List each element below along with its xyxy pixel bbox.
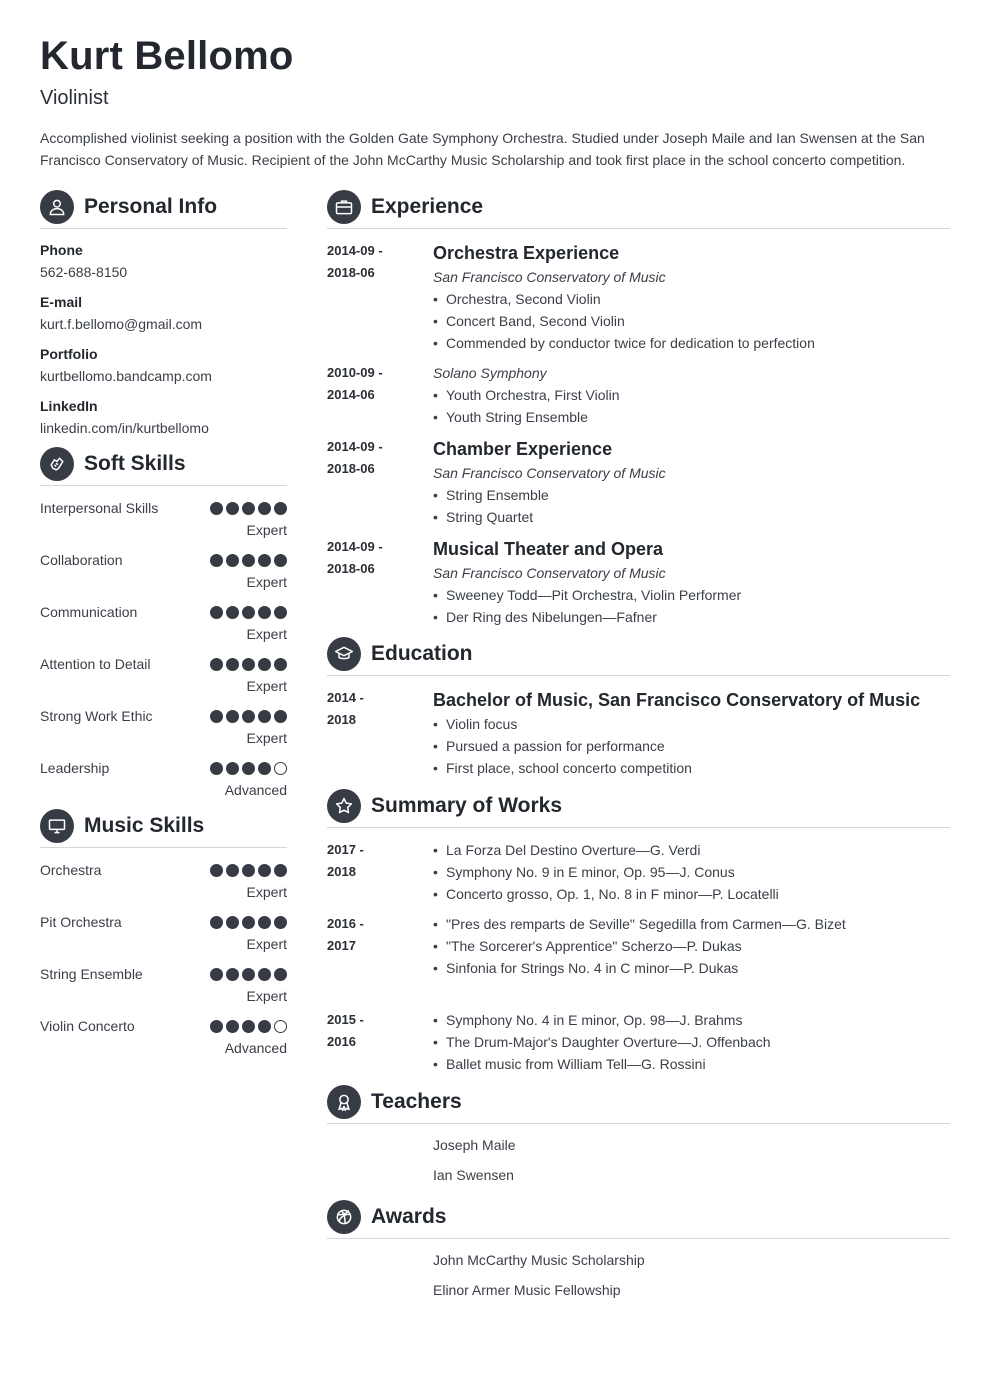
award-ribbon-icon bbox=[327, 1085, 361, 1119]
works-heading: Summary of Works bbox=[371, 794, 562, 817]
rating-dot-filled bbox=[226, 864, 239, 877]
personal-info-section bbox=[40, 190, 287, 439]
skill-rating bbox=[210, 762, 287, 775]
list-item: • Ballet music from William Tell—G. Rossini bbox=[433, 1053, 950, 1075]
rating-dot-filled bbox=[242, 658, 255, 671]
rating-dot-filled bbox=[210, 658, 223, 671]
list-item: • Symphony No. 9 in E minor, Op. 95—J. Conus bbox=[433, 861, 950, 883]
ball-icon bbox=[327, 1200, 361, 1234]
rating-dot-filled bbox=[242, 710, 255, 723]
skill-row bbox=[40, 549, 287, 601]
entry-date: 2014 - 2018 bbox=[327, 690, 364, 727]
candidate-name: Kurt Bellomo bbox=[40, 34, 294, 78]
rating-dot-empty bbox=[274, 1020, 287, 1033]
rating-dot-filled bbox=[242, 968, 255, 981]
personal-info-heading: Personal Info bbox=[84, 195, 218, 218]
list-item: • Orchestra, Second Violin bbox=[433, 288, 950, 310]
awards-heading: Awards bbox=[371, 1205, 447, 1228]
entry-title: Musical Theater and Opera bbox=[433, 539, 664, 559]
rating-dot-filled bbox=[242, 762, 255, 775]
portfolio-label: Portfolio bbox=[40, 346, 98, 362]
skill-rating bbox=[210, 710, 287, 723]
rating-dot-filled bbox=[258, 916, 271, 929]
list-item: • Sweeney Todd—Pit Orchestra, Violin Performer bbox=[433, 584, 950, 606]
skill-name: String Ensemble bbox=[40, 966, 143, 982]
rating-dot-filled bbox=[258, 762, 271, 775]
education-heading: Education bbox=[371, 642, 473, 665]
skill-level: Expert bbox=[246, 678, 287, 694]
list-item: • Pursued a passion for performance bbox=[433, 735, 950, 757]
rating-dot-filled bbox=[274, 864, 287, 877]
skill-row bbox=[40, 757, 287, 809]
portfolio-link[interactable]: kurtbellomo.bandcamp.com bbox=[40, 368, 212, 384]
skill-name: Interpersonal Skills bbox=[40, 500, 159, 516]
skill-level: Expert bbox=[246, 988, 287, 1004]
rating-dot-filled bbox=[274, 606, 287, 619]
rating-dot-filled bbox=[258, 502, 271, 515]
rating-dot-filled bbox=[242, 502, 255, 515]
rating-dot-filled bbox=[258, 968, 271, 981]
section-divider bbox=[327, 675, 950, 676]
teachers-section bbox=[327, 1085, 950, 1186]
list-item: • Symphony No. 4 in E minor, Op. 98—J. Brahms bbox=[433, 1009, 950, 1031]
entry-organization: Solano Symphony bbox=[433, 365, 547, 381]
rating-dot-filled bbox=[226, 658, 239, 671]
works-entry bbox=[327, 1009, 950, 1075]
rating-dot-filled bbox=[226, 606, 239, 619]
entry-title: Bachelor of Music, San Francisco Conservatory of Music bbox=[433, 690, 921, 710]
rating-dot-filled bbox=[274, 710, 287, 723]
skill-name: Leadership bbox=[40, 760, 110, 776]
skill-name: Communication bbox=[40, 604, 138, 620]
rating-dot-filled bbox=[226, 916, 239, 929]
skill-rating bbox=[210, 502, 287, 515]
skill-level: Advanced bbox=[224, 782, 287, 798]
right-column bbox=[327, 190, 950, 1301]
rating-dot-filled bbox=[210, 1020, 223, 1033]
rating-dot-filled bbox=[242, 864, 255, 877]
skill-name: Violin Concerto bbox=[40, 1018, 135, 1034]
experience-section bbox=[327, 190, 950, 628]
award-item: John McCarthy Music Scholarship bbox=[433, 1252, 645, 1268]
rating-dot-filled bbox=[242, 916, 255, 929]
experience-heading: Experience bbox=[371, 195, 484, 218]
teacher-name: Ian Swensen bbox=[433, 1167, 514, 1183]
education-section bbox=[327, 637, 950, 779]
entry-date: 2016 - 2017 bbox=[327, 916, 364, 953]
rating-dot-filled bbox=[210, 864, 223, 877]
star-icon bbox=[327, 789, 361, 823]
rating-dot-filled bbox=[258, 554, 271, 567]
experience-entry bbox=[327, 436, 950, 528]
rating-dot-filled bbox=[258, 606, 271, 619]
works-section bbox=[327, 789, 950, 1075]
skill-rating bbox=[210, 1020, 287, 1033]
education-entry bbox=[327, 687, 950, 779]
rating-dot-filled bbox=[226, 502, 239, 515]
rating-dot-filled bbox=[226, 762, 239, 775]
section-divider bbox=[327, 228, 950, 229]
list-item: • String Ensemble bbox=[433, 484, 950, 506]
skill-rating bbox=[210, 968, 287, 981]
handshake-icon bbox=[40, 447, 74, 481]
award-item: Elinor Armer Music Fellowship bbox=[433, 1282, 621, 1298]
phone-label: Phone bbox=[40, 242, 83, 258]
works-entry bbox=[327, 913, 950, 979]
section-divider bbox=[40, 847, 287, 848]
entry-bullets bbox=[433, 839, 950, 905]
rating-dot-filled bbox=[274, 968, 287, 981]
section-divider bbox=[327, 1123, 950, 1124]
section-divider bbox=[327, 1238, 950, 1239]
list-item: • La Forza Del Destino Overture—G. Verdi bbox=[433, 839, 950, 861]
rating-dot-filled bbox=[274, 554, 287, 567]
job-title: Violinist bbox=[40, 87, 109, 109]
rating-dot-filled bbox=[258, 658, 271, 671]
skill-row bbox=[40, 1015, 287, 1067]
skill-row bbox=[40, 705, 287, 757]
skill-rating bbox=[210, 658, 287, 671]
experience-entry bbox=[327, 536, 950, 628]
email-value[interactable]: kurt.f.bellomo@gmail.com bbox=[40, 316, 203, 332]
entry-date: 2010-09 - 2014-06 bbox=[327, 365, 383, 402]
skill-name: Pit Orchestra bbox=[40, 914, 122, 930]
entry-date: 2017 - 2018 bbox=[327, 842, 364, 879]
rating-dot-filled bbox=[226, 554, 239, 567]
experience-entry bbox=[327, 240, 950, 354]
user-icon bbox=[40, 190, 74, 224]
rating-dot-filled bbox=[258, 710, 271, 723]
entry-date: 2014-09 - 2018-06 bbox=[327, 439, 383, 476]
linkedin-link[interactable]: linkedin.com/in/kurtbellomo bbox=[40, 420, 209, 436]
skill-rating bbox=[210, 864, 287, 877]
graduation-cap-icon bbox=[327, 637, 361, 671]
skill-level: Expert bbox=[246, 730, 287, 746]
soft-skills-heading: Soft Skills bbox=[84, 452, 186, 475]
rating-dot-filled bbox=[226, 710, 239, 723]
entry-title: Orchestra Experience bbox=[433, 243, 620, 263]
list-item: • Concerto grosso, Op. 1, No. 8 in F minor—P. Locatelli bbox=[433, 883, 950, 905]
list-item: • Commended by conductor twice for dedication to perfection bbox=[433, 332, 950, 354]
skill-level: Advanced bbox=[224, 1040, 287, 1056]
list-item: • Der Ring des Nibelungen—Fafner bbox=[433, 606, 950, 628]
rating-dot-filled bbox=[274, 502, 287, 515]
profile-summary: Accomplished violinist seeking a position with the Golden Gate Symphony Orchestra. Studied under Joseph Maile and Ian Swensen at the San Francisco Conservatory of Music. Recipient of the John McCarthy Music Scholarship and took first place in the school concerto competition. bbox=[40, 130, 925, 168]
list-item: • Violin focus bbox=[433, 713, 950, 735]
skill-row bbox=[40, 859, 287, 911]
skill-row bbox=[40, 601, 287, 653]
email-label: E-mail bbox=[40, 294, 83, 310]
skill-rating bbox=[210, 554, 287, 567]
rating-dot-filled bbox=[242, 606, 255, 619]
skill-rating bbox=[210, 916, 287, 929]
skill-row bbox=[40, 653, 287, 705]
rating-dot-filled bbox=[274, 916, 287, 929]
skill-row bbox=[40, 963, 287, 1015]
skill-row bbox=[40, 497, 287, 549]
monitor-icon bbox=[40, 809, 74, 843]
entry-bullets bbox=[433, 484, 950, 528]
rating-dot-empty bbox=[274, 762, 287, 775]
rating-dot-filled bbox=[210, 710, 223, 723]
music-skills-heading: Music Skills bbox=[84, 814, 205, 837]
list-item: • String Quartet bbox=[433, 506, 950, 528]
section-divider bbox=[327, 827, 950, 828]
rating-dot-filled bbox=[242, 1020, 255, 1033]
entry-organization: San Francisco Conservatory of Music bbox=[433, 465, 666, 481]
skill-rating bbox=[210, 606, 287, 619]
entry-date: 2014-09 - 2018-06 bbox=[327, 243, 383, 280]
rating-dot-filled bbox=[210, 968, 223, 981]
awards-section bbox=[327, 1200, 950, 1301]
rating-dot-filled bbox=[210, 916, 223, 929]
skill-level: Expert bbox=[246, 936, 287, 952]
list-item: • "Pres des remparts de Seville" Segedilla from Carmen—G. Bizet bbox=[433, 913, 950, 935]
skill-level: Expert bbox=[246, 522, 287, 538]
entry-bullets bbox=[433, 384, 950, 428]
list-item: • First place, school concerto competition bbox=[433, 757, 950, 779]
entry-title: Chamber Experience bbox=[433, 439, 613, 459]
list-item: • Youth Orchestra, First Violin bbox=[433, 384, 950, 406]
skill-level: Expert bbox=[246, 884, 287, 900]
list-item: • Youth String Ensemble bbox=[433, 406, 950, 428]
skill-name: Strong Work Ethic bbox=[40, 708, 153, 724]
list-item: • "The Sorcerer's Apprentice" Scherzo—P. Dukas bbox=[433, 935, 950, 957]
left-column bbox=[40, 190, 287, 1067]
works-entry bbox=[327, 839, 950, 905]
music-skills-section bbox=[40, 809, 287, 1067]
list-item: • The Drum-Major's Daughter Overture—J. Offenbach bbox=[433, 1031, 950, 1053]
skill-row bbox=[40, 911, 287, 963]
entry-date: 2014-09 - 2018-06 bbox=[327, 539, 383, 576]
skill-name: Collaboration bbox=[40, 552, 123, 568]
skill-level: Expert bbox=[246, 574, 287, 590]
entry-bullets bbox=[433, 713, 950, 779]
skill-name: Attention to Detail bbox=[40, 656, 151, 672]
skill-name: Orchestra bbox=[40, 862, 102, 878]
rating-dot-filled bbox=[210, 502, 223, 515]
list-item: • Concert Band, Second Violin bbox=[433, 310, 950, 332]
teachers-heading: Teachers bbox=[371, 1090, 462, 1113]
section-divider bbox=[40, 485, 287, 486]
entry-bullets bbox=[433, 288, 950, 354]
entry-organization: San Francisco Conservatory of Music bbox=[433, 269, 666, 285]
rating-dot-filled bbox=[242, 554, 255, 567]
list-item: • Sinfonia for Strings No. 4 in C minor—P. Dukas bbox=[433, 957, 950, 979]
section-divider bbox=[40, 228, 287, 229]
rating-dot-filled bbox=[210, 762, 223, 775]
experience-entry bbox=[327, 362, 950, 428]
rating-dot-filled bbox=[258, 864, 271, 877]
rating-dot-filled bbox=[210, 606, 223, 619]
rating-dot-filled bbox=[226, 1020, 239, 1033]
linkedin-label: LinkedIn bbox=[40, 398, 98, 414]
entry-bullets bbox=[433, 584, 950, 628]
entry-bullets bbox=[433, 913, 950, 979]
entry-date: 2015 - 2016 bbox=[327, 1012, 364, 1049]
skill-level: Expert bbox=[246, 626, 287, 642]
rating-dot-filled bbox=[210, 554, 223, 567]
teacher-name: Joseph Maile bbox=[433, 1137, 516, 1153]
soft-skills-section bbox=[40, 447, 287, 809]
phone-value[interactable]: 562-688-8150 bbox=[40, 264, 128, 280]
rating-dot-filled bbox=[226, 968, 239, 981]
entry-bullets bbox=[433, 1009, 950, 1075]
entry-organization: San Francisco Conservatory of Music bbox=[433, 565, 666, 581]
rating-dot-filled bbox=[258, 1020, 271, 1033]
rating-dot-filled bbox=[274, 658, 287, 671]
briefcase-icon bbox=[327, 190, 361, 224]
